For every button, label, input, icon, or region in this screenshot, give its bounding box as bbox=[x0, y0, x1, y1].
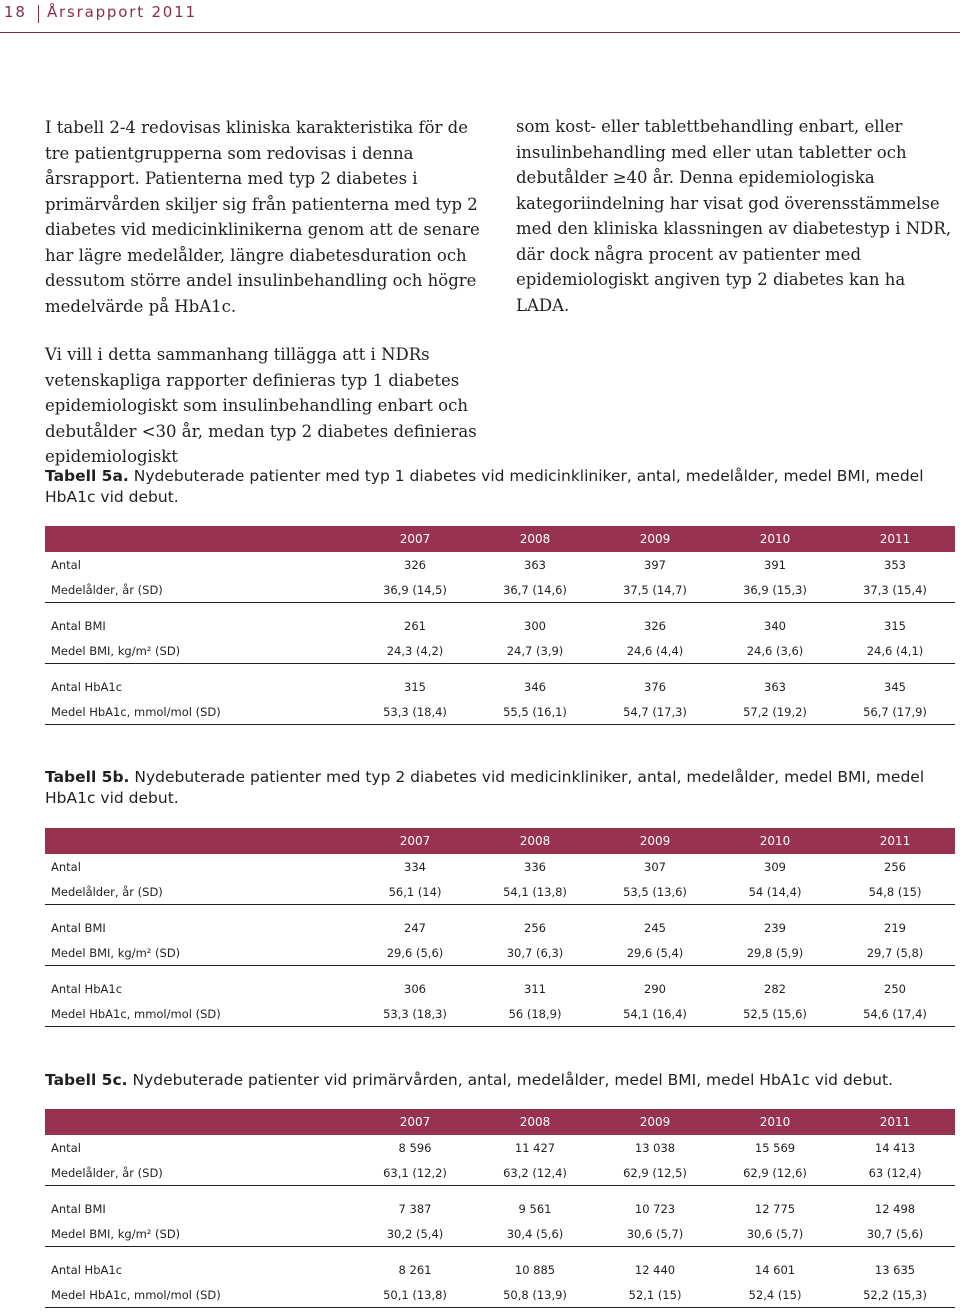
value-cell: 30,7 (6,3) bbox=[475, 940, 595, 966]
row-label: Medelålder, år (SD) bbox=[45, 1160, 355, 1186]
row-spacer bbox=[45, 603, 955, 614]
value-cell: 334 bbox=[404, 859, 426, 874]
table-row bbox=[45, 1282, 955, 1308]
table-row bbox=[45, 552, 955, 577]
value-cell: 391 bbox=[764, 557, 786, 572]
value-cell: 14 601 bbox=[754, 1262, 796, 1277]
row-label: Medel BMI, kg/m² (SD) bbox=[45, 940, 355, 966]
value-cell: 8 261 bbox=[398, 1262, 432, 1277]
table-header-row bbox=[45, 828, 955, 854]
value-cell: 54 (14,4) bbox=[715, 879, 835, 905]
value-cell: 24,6 (4,1) bbox=[835, 638, 955, 664]
value-cell: 36,7 (14,6) bbox=[475, 577, 595, 603]
text-column-right bbox=[516, 114, 956, 318]
value-cell: 63 (12,4) bbox=[835, 1160, 955, 1186]
table-row bbox=[45, 1221, 955, 1247]
table-5a bbox=[45, 526, 955, 725]
table-row bbox=[45, 879, 955, 905]
value-cell: 37,3 (15,4) bbox=[835, 577, 955, 603]
value-cell: 24,7 (3,9) bbox=[475, 638, 595, 664]
value-cell: 10 723 bbox=[634, 1201, 676, 1216]
value-cell: 345 bbox=[884, 679, 906, 694]
value-cell: 340 bbox=[764, 618, 786, 633]
value-cell: 13 635 bbox=[874, 1262, 916, 1277]
value-cell: 315 bbox=[884, 618, 906, 633]
value-cell: 24,6 (3,6) bbox=[715, 638, 835, 664]
value-cell: 50,8 (13,9) bbox=[475, 1282, 595, 1308]
value-cell: 12 498 bbox=[874, 1201, 916, 1216]
table-header-row bbox=[45, 1109, 955, 1135]
row-label: Antal BMI bbox=[51, 618, 106, 633]
year-header: 2011 bbox=[835, 526, 955, 552]
value-cell: 282 bbox=[764, 981, 786, 996]
value-cell: 363 bbox=[524, 557, 546, 572]
year-header: 2010 bbox=[715, 828, 835, 854]
value-cell: 14 413 bbox=[874, 1140, 916, 1155]
value-cell: 353 bbox=[884, 557, 906, 572]
value-cell: 53,3 (18,4) bbox=[355, 699, 475, 725]
row-label: Antal HbA1c bbox=[51, 679, 123, 694]
value-cell: 250 bbox=[884, 981, 906, 996]
table-row bbox=[45, 1160, 955, 1186]
header-cell-empty bbox=[45, 526, 355, 552]
row-label: Medel BMI, kg/m² (SD) bbox=[45, 1221, 355, 1247]
value-cell: 30,6 (5,7) bbox=[715, 1221, 835, 1247]
table-caption-text: Nydebuterade patienter vid primärvården, antal, medelålder, medel BMI, medel HbA1c vid debut. bbox=[127, 1071, 893, 1089]
table-row bbox=[45, 699, 955, 725]
value-cell: 36,9 (15,3) bbox=[715, 577, 835, 603]
intro-paragraph-2: Vi vill i detta sammanhang tillägga att i NDRs vetenskapliga rapporter definieras typ 1 diabetes epidemiologiskt som insulinbehandling enbart och debutålder <30 år, medan typ 2 diabetes definieras epidemiologiskt bbox=[45, 345, 477, 466]
row-spacer bbox=[45, 1186, 955, 1197]
value-cell: 56 (18,9) bbox=[475, 1001, 595, 1027]
table-row bbox=[45, 940, 955, 966]
row-label: Medel HbA1c, mmol/mol (SD) bbox=[45, 1001, 355, 1027]
table-5c bbox=[45, 1109, 955, 1308]
value-cell: 306 bbox=[404, 981, 426, 996]
value-cell: 12 775 bbox=[754, 1201, 796, 1216]
row-label: Medelålder, år (SD) bbox=[45, 879, 355, 905]
year-header: 2010 bbox=[715, 526, 835, 552]
value-cell: 52,1 (15) bbox=[595, 1282, 715, 1308]
row-label: Medel HbA1c, mmol/mol (SD) bbox=[45, 1282, 355, 1308]
value-cell: 30,4 (5,6) bbox=[475, 1221, 595, 1247]
value-cell: 50,1 (13,8) bbox=[355, 1282, 475, 1308]
year-header: 2008 bbox=[475, 828, 595, 854]
row-label: Antal HbA1c bbox=[51, 981, 123, 996]
value-cell: 63,1 (12,2) bbox=[355, 1160, 475, 1186]
table-row bbox=[45, 1001, 955, 1027]
value-cell: 290 bbox=[644, 981, 666, 996]
year-header: 2011 bbox=[835, 1109, 955, 1135]
table-header-row bbox=[45, 526, 955, 552]
value-cell: 15 569 bbox=[754, 1140, 796, 1155]
header-divider bbox=[38, 5, 39, 23]
year-header: 2009 bbox=[595, 1109, 715, 1135]
value-cell: 24,6 (4,4) bbox=[595, 638, 715, 664]
table-row bbox=[45, 674, 955, 699]
value-cell: 261 bbox=[404, 618, 426, 633]
value-cell: 63,2 (12,4) bbox=[475, 1160, 595, 1186]
value-cell: 315 bbox=[404, 679, 426, 694]
page-number: 18 bbox=[4, 3, 27, 21]
value-cell: 56,1 (14) bbox=[355, 879, 475, 905]
value-cell: 57,2 (19,2) bbox=[715, 699, 835, 725]
row-label: Antal bbox=[51, 859, 81, 874]
intro-paragraph-3: som kost- eller tablettbehandling enbart, eller insulinbehandling med eller utan tabletter och debutålder ≥40 år. Denna epidemiologiska kategoriindelning har visat god överensstämmelse med den kliniska klassningen av diabetestyp i NDR, där dock några procent av patienter med epidemiologiskt angiven typ 2 diabetes kan ha LADA. bbox=[516, 117, 952, 315]
table-row bbox=[45, 915, 955, 940]
value-cell: 239 bbox=[764, 920, 786, 935]
value-cell: 30,7 (5,6) bbox=[835, 1221, 955, 1247]
value-cell: 247 bbox=[404, 920, 426, 935]
value-cell: 309 bbox=[764, 859, 786, 874]
value-cell: 54,8 (15) bbox=[835, 879, 955, 905]
value-cell: 7 387 bbox=[398, 1201, 432, 1216]
page-header bbox=[0, 0, 960, 33]
value-cell: 62,9 (12,6) bbox=[715, 1160, 835, 1186]
table-caption-5b bbox=[45, 767, 955, 809]
row-label: Medel HbA1c, mmol/mol (SD) bbox=[45, 699, 355, 725]
year-header: 2007 bbox=[355, 1109, 475, 1135]
table-caption-5c bbox=[45, 1070, 955, 1091]
row-spacer bbox=[45, 664, 955, 675]
value-cell: 326 bbox=[644, 618, 666, 633]
value-cell: 13 038 bbox=[634, 1140, 676, 1155]
value-cell: 326 bbox=[404, 557, 426, 572]
table-row bbox=[45, 976, 955, 1001]
report-title: Årsrapport 2011 bbox=[47, 3, 197, 21]
value-cell: 307 bbox=[644, 859, 666, 874]
value-cell: 56,7 (17,9) bbox=[835, 699, 955, 725]
header-cell-empty bbox=[45, 828, 355, 854]
year-header: 2008 bbox=[475, 526, 595, 552]
value-cell: 256 bbox=[524, 920, 546, 935]
year-header: 2009 bbox=[595, 526, 715, 552]
value-cell: 29,7 (5,8) bbox=[835, 940, 955, 966]
table-row bbox=[45, 1135, 955, 1160]
row-label: Antal bbox=[51, 1140, 81, 1155]
value-cell: 52,5 (15,6) bbox=[715, 1001, 835, 1027]
row-label: Medel BMI, kg/m² (SD) bbox=[45, 638, 355, 664]
value-cell: 54,6 (17,4) bbox=[835, 1001, 955, 1027]
value-cell: 52,4 (15) bbox=[715, 1282, 835, 1308]
table-5b bbox=[45, 828, 955, 1027]
value-cell: 62,9 (12,5) bbox=[595, 1160, 715, 1186]
year-header: 2011 bbox=[835, 828, 955, 854]
table-row bbox=[45, 577, 955, 603]
value-cell: 53,3 (18,3) bbox=[355, 1001, 475, 1027]
row-spacer bbox=[45, 966, 955, 977]
value-cell: 29,6 (5,6) bbox=[355, 940, 475, 966]
value-cell: 54,1 (13,8) bbox=[475, 879, 595, 905]
intro-paragraph-1: I tabell 2-4 redovisas kliniska karakteristika för de tre patientgrupperna som redovisas i denna årsrapport. Patienterna med typ 2 diabetes i primärvården skiljer sig från patienterna med typ 2 diabetes vid medicinklinikerna genom att de senare har lägre medelålder, längre diabetesduration och dessutom större andel insulinbehandling och högre medelvärde på HbA1c. bbox=[45, 118, 480, 316]
table-label: Tabell 5b. bbox=[45, 768, 130, 786]
year-header: 2009 bbox=[595, 828, 715, 854]
value-cell: 54,1 (16,4) bbox=[595, 1001, 715, 1027]
row-label: Antal bbox=[51, 557, 81, 572]
text-column-left bbox=[45, 115, 485, 470]
year-header: 2010 bbox=[715, 1109, 835, 1135]
year-header: 2008 bbox=[475, 1109, 595, 1135]
value-cell: 256 bbox=[884, 859, 906, 874]
value-cell: 245 bbox=[644, 920, 666, 935]
value-cell: 219 bbox=[884, 920, 906, 935]
table-caption-5a bbox=[45, 466, 955, 508]
value-cell: 311 bbox=[524, 981, 546, 996]
table-row bbox=[45, 854, 955, 879]
row-spacer bbox=[45, 1247, 955, 1258]
table-caption-text: Nydebuterade patienter med typ 2 diabetes vid medicinkliniker, antal, medelålder, medel BMI, medel HbA1c vid debut. bbox=[45, 768, 925, 807]
year-header: 2007 bbox=[355, 828, 475, 854]
table-row bbox=[45, 1196, 955, 1221]
value-cell: 12 440 bbox=[634, 1262, 676, 1277]
value-cell: 8 596 bbox=[398, 1140, 432, 1155]
table-row bbox=[45, 1257, 955, 1282]
table-caption-text: Nydebuterade patienter med typ 1 diabetes vid medicinkliniker, antal, medelålder, medel BMI, medel HbA1c vid debut. bbox=[45, 467, 924, 506]
row-spacer bbox=[45, 905, 955, 916]
value-cell: 36,9 (14,5) bbox=[355, 577, 475, 603]
value-cell: 363 bbox=[764, 679, 786, 694]
value-cell: 29,8 (5,9) bbox=[715, 940, 835, 966]
value-cell: 11 427 bbox=[514, 1140, 556, 1155]
table-label: Tabell 5a. bbox=[45, 467, 129, 485]
value-cell: 346 bbox=[524, 679, 546, 694]
year-header: 2007 bbox=[355, 526, 475, 552]
value-cell: 336 bbox=[524, 859, 546, 874]
value-cell: 30,2 (5,4) bbox=[355, 1221, 475, 1247]
value-cell: 397 bbox=[644, 557, 666, 572]
table-row bbox=[45, 638, 955, 664]
value-cell: 54,7 (17,3) bbox=[595, 699, 715, 725]
value-cell: 52,2 (15,3) bbox=[835, 1282, 955, 1308]
value-cell: 9 561 bbox=[518, 1201, 552, 1216]
row-label: Antal HbA1c bbox=[51, 1262, 123, 1277]
table-label: Tabell 5c. bbox=[45, 1071, 128, 1089]
value-cell: 24,3 (4,2) bbox=[355, 638, 475, 664]
table-row bbox=[45, 613, 955, 638]
row-label: Antal BMI bbox=[51, 1201, 106, 1216]
value-cell: 37,5 (14,7) bbox=[595, 577, 715, 603]
header-cell-empty bbox=[45, 1109, 355, 1135]
row-label: Medelålder, år (SD) bbox=[45, 577, 355, 603]
value-cell: 300 bbox=[524, 618, 546, 633]
value-cell: 30,6 (5,7) bbox=[595, 1221, 715, 1247]
value-cell: 55,5 (16,1) bbox=[475, 699, 595, 725]
value-cell: 376 bbox=[644, 679, 666, 694]
value-cell: 29,6 (5,4) bbox=[595, 940, 715, 966]
row-label: Antal BMI bbox=[51, 920, 106, 935]
value-cell: 53,5 (13,6) bbox=[595, 879, 715, 905]
value-cell: 10 885 bbox=[514, 1262, 556, 1277]
